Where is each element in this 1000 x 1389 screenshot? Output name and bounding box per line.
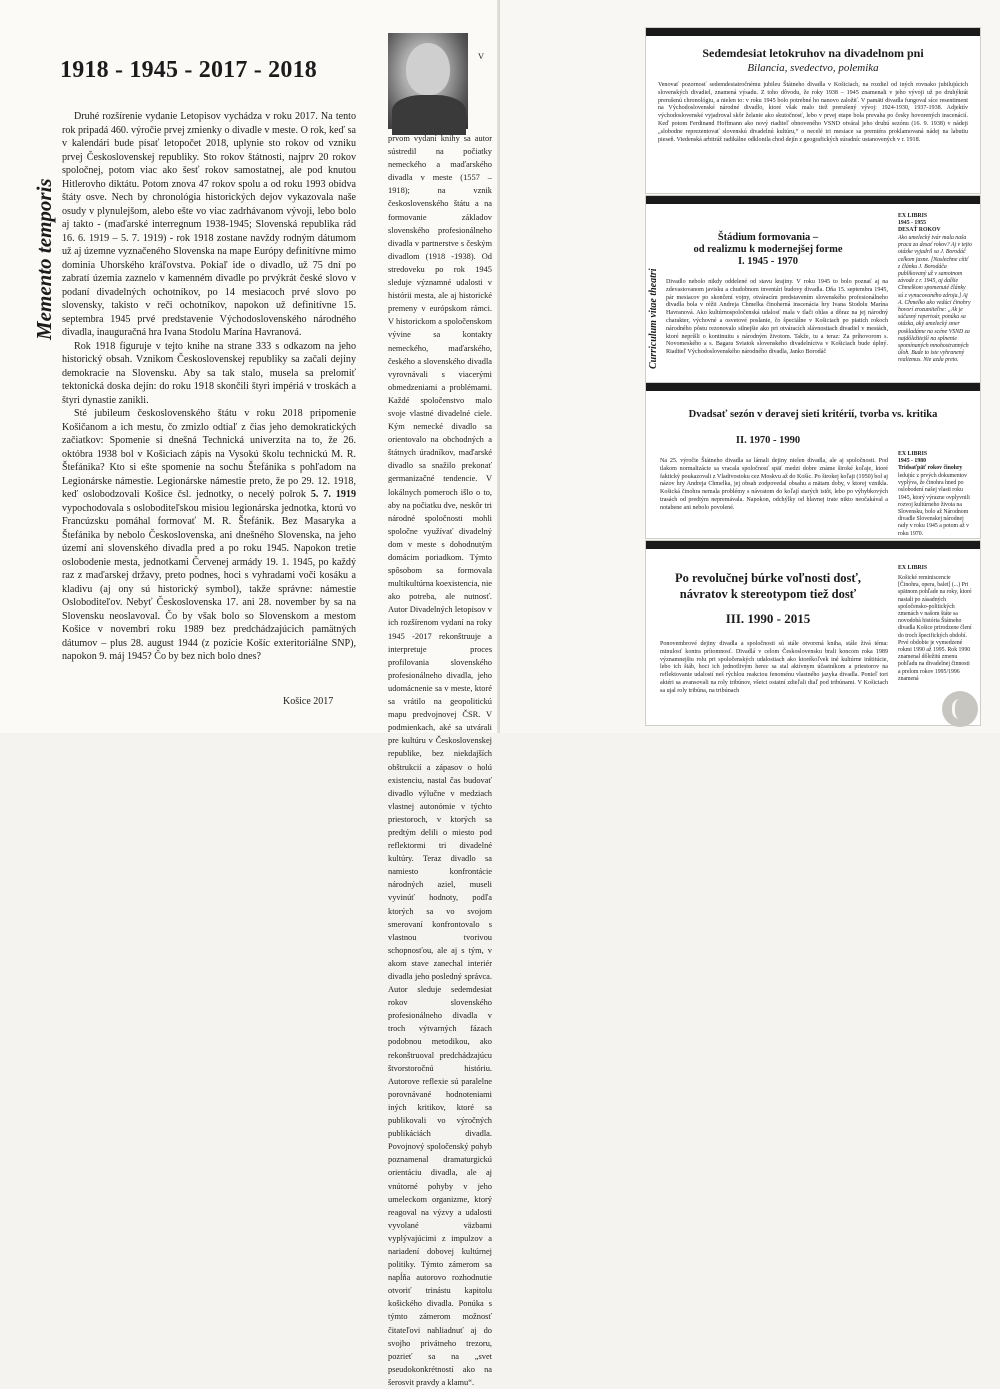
paragraph-3 <box>62 407 356 664</box>
box4-title-1: Po revolučnej búrke voľnosti dosť, <box>674 571 862 585</box>
page-heading: 1918 - 1945 - 2017 - 2018 <box>60 57 317 83</box>
box4-period: III. 1990 - 2015 <box>725 611 811 626</box>
side-title <box>32 110 62 340</box>
middle-text: V prvom vydaní knihy sa autor sústredil na počiatky nemeckého a maďarského divadla v meste (1557 – 1918); na vznik československého štátu a na formovanie základov slovenského profesionálneho divadla v partnerstve s českým divadlom (1918 -1938). Od stredoveku po rok 1945 sleduje významné udalosti v histórii mesta, ale aj historické premeny v európskom rámci. V historickom a spoločenskom vývine sa kontakty nemeckého, maďarského, českého a slovenského divadla vyrovnávali s viacerými obmedzeniami a problémami. Každé spoločenstvo malo svoje vlastné divadelné ciele. Kým nemecké divadlo sa orientovalo na obchodných a štátnych úradníkov, maďarské divadlo sa snažilo prekonať germanizačné tendencie. V lokálnych pomeroch išlo o to, aby na počiatku dve, neskôr tri národné spoločnosti mohli spoločne využívať divadelný dom v meste s dohodnutým domácim poriadkom. Týmto spôsobom sa formovala multikultúrna koexistencia, nie ako potreba, ale nutnosť. Autor Divadelných letopisov v ich rozšírenom vydaní na roky 1945 -2017 rekonštruuje a interpretuje proces profilovania slovenského profesionálneho divadla, jeho udomácnenie sa v meste, ktoré sa vrátilo na geopolitickú mapu predvojnovej ČSR. V podmienkach, aké sa utvárali pre kultúru v Československej republike, bez niekdajších obštrukcií a zápasov o holú existenciu, nastal čas budovať divadlo výlučne v medziach vlastnej autonómie v týchto priestoroch, v ktorých sa predtým delili o miesto pod reflektormi tri divadelné kultúry. Teraz divadlo sa namiesto konfrontácie národných aziel, museli vyvinúť hodnoty, podľa ktorých sa vo svojom smerovaní konfrontovalo s vlastnou tvorivou schopnosťou, ale aj s tým, v akom stave zanechal interiér divadla jeho posledný správca. Autor sleduje sedemdesiat rokov slovenského profesionálneho divadla v troch výtvarných fázach podobnou metodikou, ako rekonštruoval predchádzajúcu štvorstoročnú históriu. Autorove reflexie sú paralelne porovnávané hodnoteniami iných kritikov, ktoré sa publikovali vo výročných publikáciách divadla. Povojnový spoločenský pohyb poznamenal dramaturgickú orientáciu divadla, ale aj vnútorné pohyby v jeho umeleckom organizme, ktorý reagoval na výzvy a udalosti vyvolané väzbami vyplývajúcimi z impulzov a nariadení dobovej kultúrnej politiky. Týmto zámerom sa napĺňa autorovo rozhodnutie otvoriť trinástu kapitolu košického divadla. Ponúka s týmto zámerom možnosť čitateľovi nahliadnuť aj do svojho privátneho trezoru, pozrieť sa na „svet pseudokonkrétností ako na šerosvit pravdy a klamu“. <box>388 52 492 1387</box>
logo-icon <box>942 691 978 727</box>
box4-side-text: Košické reminiscencie [Činohra, opera, balet] (...) Pri spätnom pohľade na roky, ktoré nastali po zásadných spoločensko-politických zmenách v našom štáte sa novodobá história Štátneho divadla Košice prirodzene člení do troch špecifických období. Prvé obdobie je vymedzené rokmi 1990 až 1995. Rok 1990 znamenal dôležitú zmenu pohľadu na divadelnej činnosti a prelom rokov 1995/1996 znamená <box>898 575 972 682</box>
place-date: Košice 2017 <box>283 696 334 707</box>
box2-ex-years: 1945 - 1955 <box>898 220 927 226</box>
section-box-2 <box>646 196 980 382</box>
main-text <box>62 110 356 664</box>
box2-side-text: Ako umelecký tvár mala naša praca za desať rokov? Aj v tejto otázke vyjadril sa J. Borodáč celkom jasne. [Naslechne cítiť z článku J. Borodáča publikovaný už v samotnom závode z r. 1945, aj dalšie Chmelkom spomenuté články sú z vynucovaného zdroja.] Aj A. Chmelko ako vedúci činohry hovorí zrozumiteľne: „Ak je súčasný repertoár, ponúka sa otázka, aký umelecký smer poskladáme na scéne VSND za najdôležitejší na splnenie spomínaných mnohostranných úloh. Bude to iste vyhranený realizmus. Nie azda preto. <box>898 235 972 364</box>
side-title-text: Memento temporis <box>32 178 56 340</box>
box3-ex-years: 1945 - 1980 <box>898 458 927 464</box>
box4-ex-libris: EX LIBRIS <box>898 565 928 571</box>
paragraph-3-part-b: vypochodovala s osloboditeľskou misiou legionárska jednotka, ktorú vo Francúzsku pomáhal formovať M. R. Štefánik. Bez Masaryka a Štefánika by nebolo Československa, ani dnešného Slovenska, na jeho území ani slovenského divadla pred a po roku 1945. Napokon tretie oslobodenie mesta, jednotkami Červenej armády 19. 1. 1945, po každý raz z maďarskej državy, preto podnes, hoci s vyhradami voči kosáku a kladivu (aj ony sú historický symbol), takže správne: námestie Osloboditeľov. Nebyť Československa 17. ani 28. november by sa na Slovensku neoslavoval. Čo by však bolo so Slovenskom a mestom Košice v novembri roku 1989 bez predchádzajúcich pamätných dátumov – plus 28. august 1944 (z pozície Košíc exteritoriálne SNP), napokon 9. máj 1945? Čo by bez nich bolo dnes? <box>62 502 356 662</box>
box3-side-text: ledujúc z prvých dokumentov vyplýva, že činohra hned po oslobodení našej vlasti roku 1945, ktorý výrazne ovplyvnili rozvoj kultúrneho života na Slovensku, bolo až Národnom divadle Slovenskej národnej rady v roku 1945 a potom až v roku 1970. <box>898 473 970 537</box>
paragraph-3-part-a: Sté jubileum československého štátu v roku 2018 pripomenie Košičanom a ich mestu, čo zmizlo odtiaľ z čias jeho demokratických začiatkov: Spomenie si dnešná Technická univerzita na to, že 26. októbra 1938 bol v Košiciach zápis na Vysokú školu technickú M. R. Štefánika? Kto si ešte spomenie na sochu Štefánika s pohľadom na Legionárske námestie. Legionárske námestie preto, že po 29. 12. 1918, keď oslobodzovali Košice čsl. jednotky, o necelý polrok <box>62 408 356 500</box>
box2-ex-head: DESAŤ ROKOV <box>898 227 941 233</box>
box3-period: II. 1970 - 1990 <box>735 435 801 446</box>
box1-subtitle: Bilancia, svedectvo, polemika <box>747 62 879 74</box>
box2-title-3: I. 1945 - 1970 <box>737 256 799 267</box>
box2-vertical-text: Curriculum vitae theatri <box>648 268 659 369</box>
box1-text: Venovať pozornosť sedemdesiatročnému jubileu Štátneho divadla v Košiciach, na rozdiel od iných rovnako jubilujúcich slovenských divadiel, znamená výsadu. Z toho dôvodu, že roky 1938 – 1945 znamenali v jeho vývoji už po druhýkrát prerušenú chronológiu, a nielen to: v roku 1945 bolo potrebné ho nanovo založiť. V pamäti divadla fungoval síce resentiment na Východoslovenské národné divadlo, ktoré však malo tiež prerušený vývoj: 1924-1930, 1937-1938. Adjektív východoslovenské vyjadroval skôr želanie ako skutočnosť, lebo v prvej etape bola prevaha po česky hovorených inscenácií. Keď potom Ferdinand Hoffmann ako nový riaditeľ obnoveného VSND otváral jeho druhú sezónu (16. 9. 1938) v nádeji „slobodne reprezentovať slovenskú divadelnú kultúru,“ o necelé tri mesiace sa premiéra proklamovaná nádej na labutiu pieseň. Viedenská arbitráž radikálne odklonila chod dejín z geografických súradníc ustanovených v r. 1918. <box>658 82 968 143</box>
section-box-3 <box>646 383 980 538</box>
box4-text: Ponovembrové dejiny divadla a spoločnosti sú stále otvorená kniha, stále živá téma: minulosť kontra prítomnosť. Divadlá v celom Československu brali koncom roka 1989 významnejšiu rolu pri spoločenských udalostiach ako ktorékoľvek iné kultúrne inštitúcie, lebo ich štáb, hoci ich jednotlivým herec sa stal aktívnym účastníkom a priestorov na reflektovanie udalostí neš rýchlou reakciou fenoménu vlastného jazyka divadla. Ponieľ tori aktéri sa avansovali na roly tribúnov, všetci ostatní zdieľali diaľ pod tribúnami. V Košiciach sa ujal roly tribúna, na tribúnach <box>660 641 888 694</box>
box2-title-1: Štádium formovania – <box>717 232 819 243</box>
paragraph-1: Druhé rozšírenie vydanie Letopisov vychádza v roku 2017. Na tento rok pripadá 460. výročie prvej zmienky o divadle v meste. O rok, keď sa v kalendári bude písať letopočet 2018, uplynie sto rokov od vzniku prvej Československej republiky. Sto rokov štátnosti, najprv 20 rokov spoločnej, potom viac ako šesť rokov samostatnej, ale pod knutou Hitlerovho diktátu. Potom znova 47 rokov spolu a od roku 1993 obidva štáty osve. Nech by chronológia historických dejov vykazovala naše osudy v plynulejšom, alebo ešte vo viac zadrhávanom vývoji, lebo bolo aj takto - (maďarské interregnum 1938-1945; Slovenská republika rád 16. 6. 1919 – 5. 7. 1919) - rok 1918 zostane navždy rodným dátumom už aj územne vyznačeného Slovenska na mape Európy definitívne mimo dominia Uhorského kráľovstva. Pokiaľ ide o divadlo, už 75 dní po zabratí územia zaznelo v kamenném divadle po prvýkrát české slovo v podaní divadelných ochotníkov, po 14 mesiacoch prvé slovo po slovensky, takisto v reči ochotníkov, napokon už definitívne 15. septembra 1945 prvé predstavenie Východoslovenského národného divadla, inauguračná hra Ivana Stodolu Marína Havranová. <box>62 111 356 338</box>
box2-text: Divadlo nebolo nikdy oddelené od stavu krajiny. V roku 1945 to bolo poznať aj na zdevastovanom javisku a chudobnom inventári budovy divadla. Dňa 15. septembra 1945, pár mesiacov po skončení vojny, otváracím predstavením slovenského profesionálneho divadla bola v réžii Andreja Chmelka činoherná inscenácia hry Ivana Stodolu Marína Havranová. Ako kultúrnospoločenská udalosť mala v tlači ohlas a dôraz na jej národný charakter, výchovné a osvetové poslanie, čo špeciálne v Košiciach po piatich rokoch národného pôstu rezonovalo silnejšie ako pri otváracích slávnostiach divadiel v mestách, ktoré nepríšli o kontinuitu s národným životom. Takže, tu a teraz: Za príhovorom s. Novomeského a s. Bagara Sviatok slovenského divadelníctva v Košiciach bude úplný. Riaditeľ Východoslovenského národného divadla, Janko Borodáč <box>666 279 888 356</box>
paragraph-2: Rok 1918 figuruje v tejto knihe na strane 333 s odkazom na jeho historický obsah. Vznikom Československej republiky sa začali dejiny demokracie na Slovensku. Aby sa tak stalo, musela sa prelomiť tektonická doska dejín: do roku 1918 skončili štyri impériá v troskách a štyri dynastie zanikli. <box>62 340 356 406</box>
box3-title: Dvadsať sezón v deravej sieti kritérií, tvorba vs. kritika <box>688 409 938 420</box>
box2-title-2: od realizmu k modernejšej forme <box>693 244 843 255</box>
box1-title: Sedemdesiat letokruhov na divadelnom pni <box>702 46 924 60</box>
middle-column <box>388 50 492 1387</box>
box3-text: Na 25. výročie Štátneho divadla sa lámali dejiny nielen divadla, ale aj spoločnosti. Pod tlakom normalizácie sa vracala spoločnosť späť medzi dobre známe široké koľaje, ktoré faktický poukazovali z Vladivostoku cez Moskvu až do Košíc. Po širokej koľaji (1950) bol aj názov hry Andreja Chmelka, jej obsah zodpovedal obsahu a mätam doby, v ktorej vznikla. Košická činohra nemala problémy s návratom do koľají starých istôt, lebo po výhybkových trasách od predtým nepremávala. Napokon, odchýlky od hlavnej trate nikto neočakával a notabene ani nebolo povolené. <box>660 458 888 511</box>
section-box-1 <box>646 28 980 193</box>
box3-ex-libris: EX LIBRIS <box>898 451 928 457</box>
photo-spacer <box>388 50 478 132</box>
box4-title-2: návratov k stereotypom tiež dosť <box>679 587 857 601</box>
box2-vertical <box>648 259 662 369</box>
box2-ex-libris: EX LIBRIS <box>898 213 928 219</box>
paragraph-3-date: 5. 7. 1919 <box>310 489 356 500</box>
box3-ex-head: Tridsaťpäť rokov činohry <box>898 465 963 471</box>
section-box-4 <box>646 541 980 725</box>
